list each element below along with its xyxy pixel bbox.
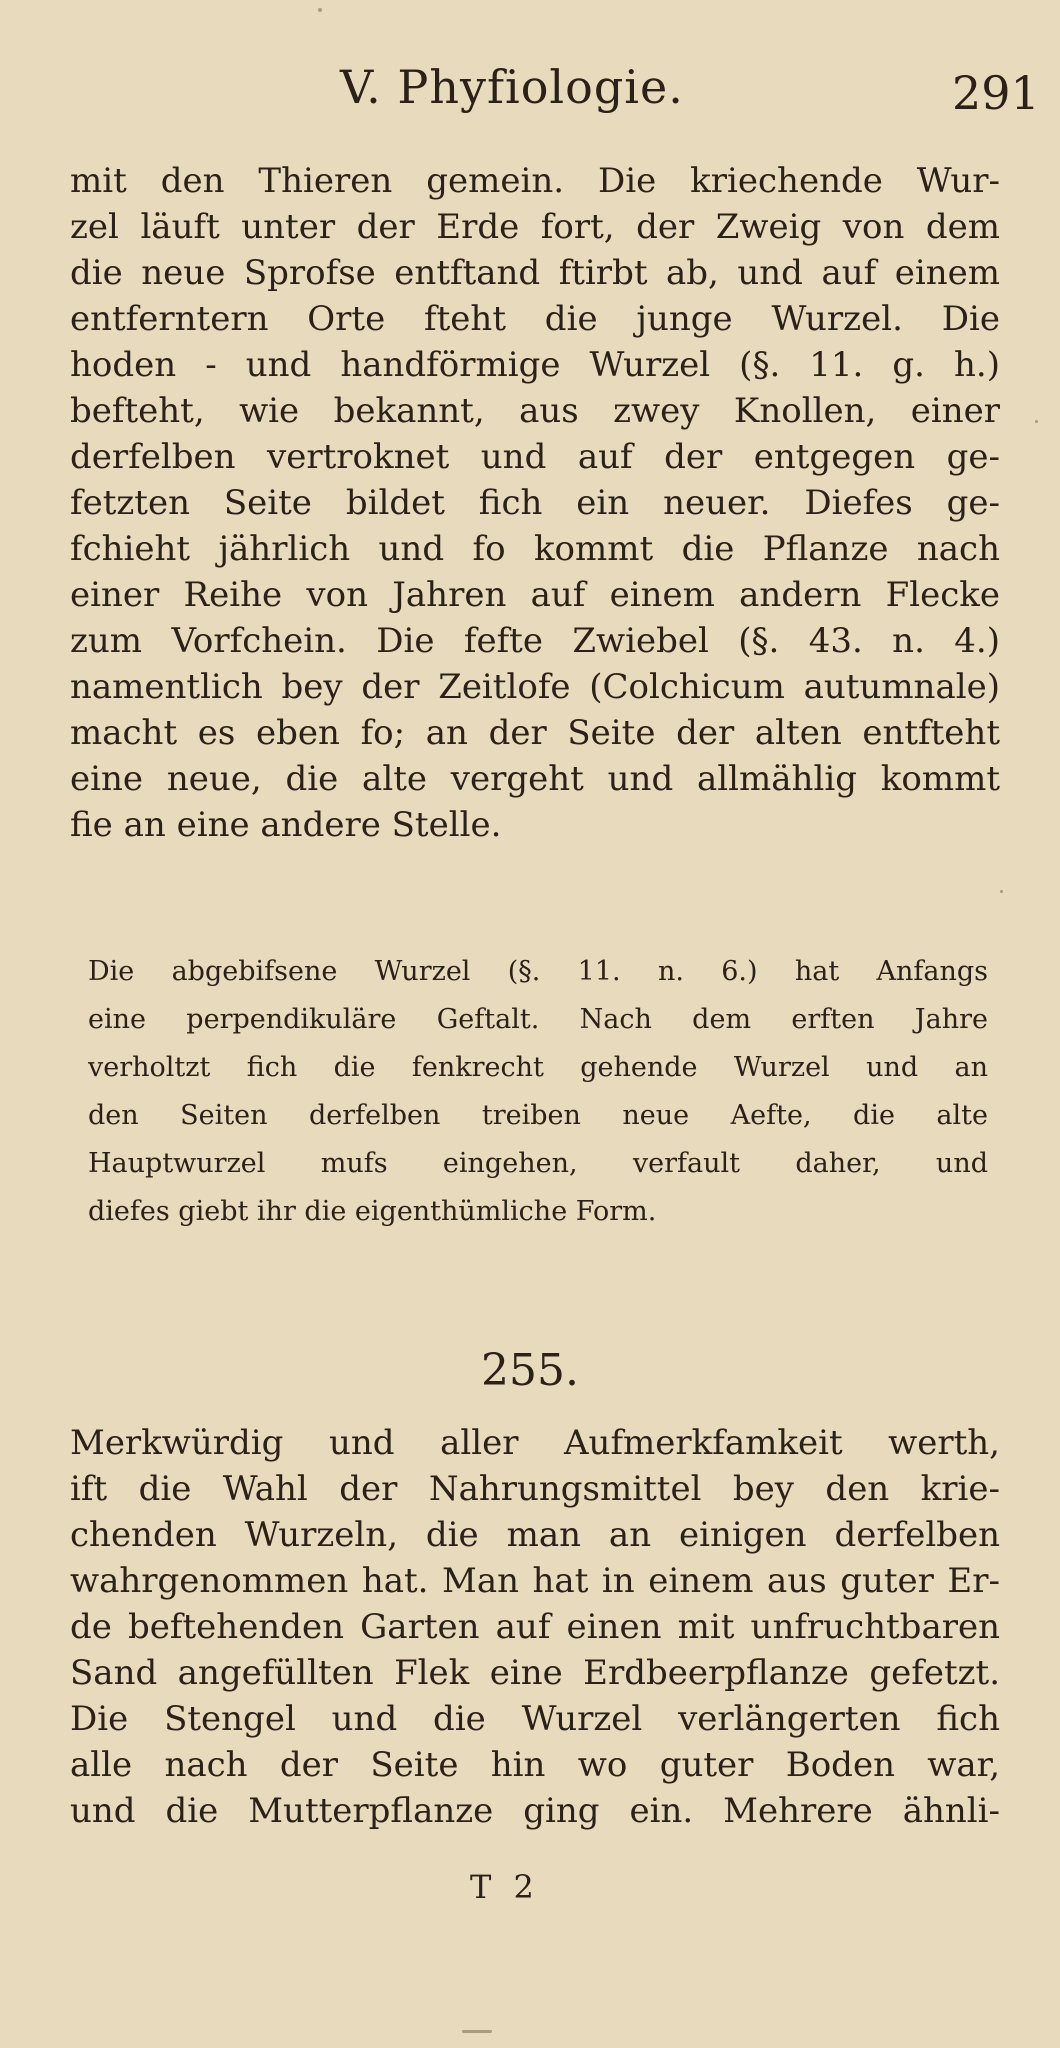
text-line: fie an eine andere Stelle. xyxy=(70,805,502,845)
text-line: eine neue, die alte vergeht und allmählig kommt xyxy=(70,759,1000,799)
text-line: fchieht jährlich und fo kommt die Pflanze nach xyxy=(70,529,1000,569)
signature-mark: T 2 xyxy=(470,1868,540,1906)
text-line: derfelben vertroknet und auf der entgegen ge- xyxy=(70,437,1000,477)
text-line: macht es eben fo; an der Seite der alten entfteht xyxy=(70,713,1000,753)
text-line: namentlich bey der Zeitlofe (Colchicum autumnale) xyxy=(70,667,1000,707)
text-line: zum Vorfchein. Die fefte Zwiebel (§. 43. n. 4.) xyxy=(70,621,1000,661)
page-number: 291 xyxy=(952,66,1040,120)
paragraph-1 xyxy=(70,158,1000,848)
text-line: einer Reihe von Jahren auf einem andern Flecke xyxy=(70,575,1000,615)
text-line: ift die Wahl der Nahrungsmittel bey den krie- xyxy=(70,1469,1000,1509)
page-header xyxy=(0,60,1060,130)
text-line: chenden Wurzeln, die man an einigen derfelben xyxy=(70,1515,1000,1555)
paragraph-2 xyxy=(70,1420,1000,1834)
text-line: de beftehenden Garten auf einen mit unfruchtbaren xyxy=(70,1607,1000,1647)
text-line: hoden - und handförmige Wurzel (§. 11. g. h.) xyxy=(70,345,1000,385)
note-line: diefes giebt ihr die eigenthümliche Form. xyxy=(88,1196,657,1227)
text-line: alle nach der Seite hin wo guter Boden war, xyxy=(70,1745,1000,1785)
text-line: fetzten Seite bildet fich ein neuer. Diefes ge- xyxy=(70,483,1000,523)
text-line: die neue Sprofse entftand ftirbt ab, und auf einem xyxy=(70,253,1000,293)
footnote-paragraph xyxy=(88,948,988,1236)
text-line: wahrgenommen hat. Man hat in einem aus guter Er- xyxy=(70,1561,1000,1601)
text-line: entferntern Orte fteht die junge Wurzel. Die xyxy=(70,299,1000,339)
text-line: Sand angefüllten Flek eine Erdbeerpflanze gefetzt. xyxy=(70,1653,1000,1693)
paper-speck xyxy=(1000,890,1003,893)
text-line: befteht, wie bekannt, aus zwey Knollen, einer xyxy=(70,391,1000,431)
text-line: zel läuft unter der Erde fort, der Zweig von dem xyxy=(70,207,1000,247)
paper-speck xyxy=(318,8,322,12)
paper-speck xyxy=(462,2030,492,2033)
text-line: Merkwürdig und aller Aufmerkfamkeit werth, xyxy=(70,1423,1000,1463)
note-line: den Seiten derfelben treiben neue Aefte, die alte xyxy=(88,1100,988,1131)
note-line: Die abgebifsene Wurzel (§. 11. n. 6.) hat Anfangs xyxy=(88,956,988,987)
section-number: 255. xyxy=(481,1345,579,1396)
note-line: verholtzt fich die fenkrecht gehende Wurzel und an xyxy=(88,1052,988,1083)
running-head: V. Phyfiologie. xyxy=(340,60,684,114)
note-line: eine perpendikuläre Geftalt. Nach dem erften Jahre xyxy=(88,1004,988,1035)
note-line: Hauptwurzel mufs eingehen, verfault daher, und xyxy=(88,1148,988,1179)
paper-speck xyxy=(1035,420,1038,423)
text-line: mit den Thieren gemein. Die kriechende Wur- xyxy=(70,161,1000,201)
text-line: und die Mutterpflanze ging ein. Mehrere ähnli- xyxy=(70,1791,1000,1831)
text-line: Die Stengel und die Wurzel verlängerten fich xyxy=(70,1699,1000,1739)
